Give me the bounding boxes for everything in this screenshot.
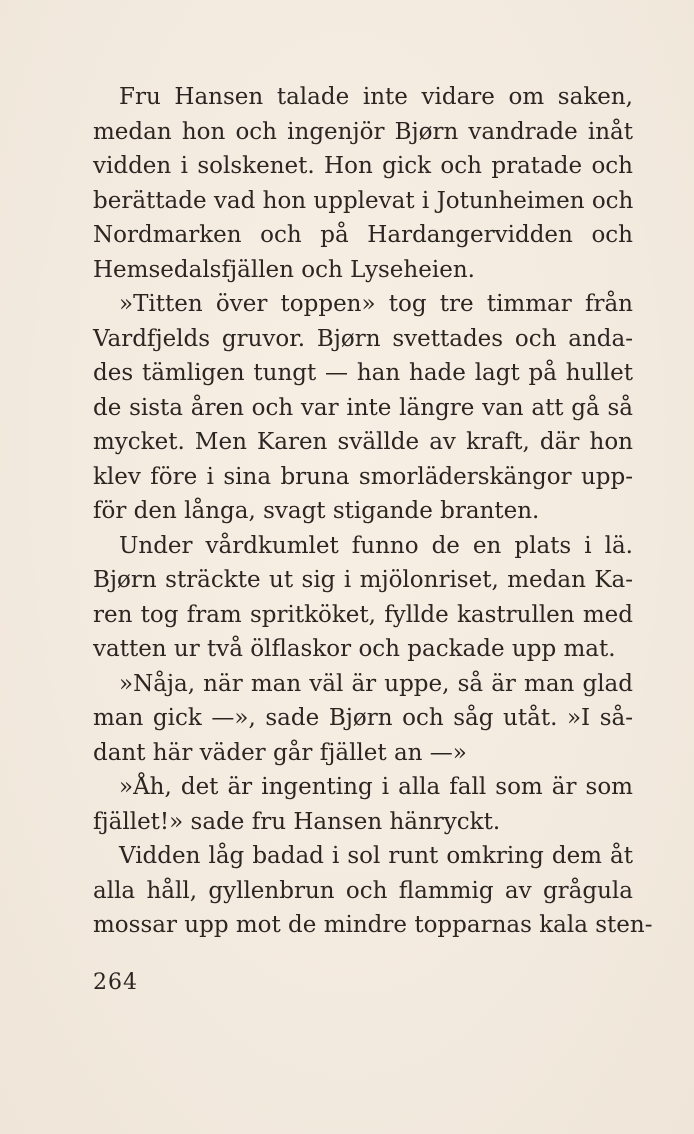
text-line: fjället!» sade fru Hansen hänryckt. [93, 808, 501, 835]
text-line: mossar upp mot de mindre topparnas kala sten- [93, 912, 653, 938]
paragraph [93, 80, 633, 287]
text-line: Vardfjelds gruvor. Bjørn svettades och anda- [93, 325, 633, 352]
text-line: mycket. Men Karen svällde av kraft, där hon [93, 429, 633, 455]
text-line: medan hon och ingenjör Bjørn vandrade inåt [93, 118, 633, 145]
text-line: Fru Hansen talade inte vidare om saken, [119, 84, 633, 110]
body-text [93, 80, 653, 943]
text-line: vidden i solskenet. Hon gick och pratade och [93, 153, 633, 179]
paragraph [93, 839, 653, 943]
text-line: Hemsedalsfjällen och Lyseheien. [93, 256, 475, 283]
text-line: Vidden låg badad i sol runt omkring dem åt [119, 843, 633, 869]
text-line: »Åh, det är ingenting i alla fall som är som [119, 774, 633, 800]
text-line: Nordmarken och på Hardangervidden och [93, 222, 633, 248]
text-line: berättade vad hon upplevat i Jotunheimen och [93, 187, 634, 214]
paragraph [93, 529, 633, 667]
text-line: Under vårdkumlet funno de en plats i lä. [119, 532, 633, 559]
page-number: 264 [93, 970, 138, 995]
text-line: Bjørn sträckte ut sig i mjölonriset, medan Ka- [93, 567, 633, 593]
text-line: man gick —», sade Bjørn och såg utåt. »I så- [93, 705, 633, 731]
text-line: dant här väder går fjället an —» [93, 739, 467, 766]
paragraph [93, 770, 633, 839]
text-line: vatten ur två ölflaskor och packade upp mat. [93, 636, 616, 662]
text-line: de sista åren och var inte längre van att gå så [93, 394, 633, 421]
text-line: alla håll, gyllenbrun och flammig av grågula [93, 877, 633, 904]
paragraph [93, 287, 633, 529]
text-line: klev före i sina bruna smorläderskängor upp- [93, 463, 633, 490]
text-line: des tämligen tungt — han hade lagt på hullet [93, 360, 633, 386]
text-line: ren tog fram spritköket, fyllde kastrullen med [93, 601, 633, 628]
text-line: för den långa, svagt stigande branten. [93, 498, 540, 524]
text-line: »Titten över toppen» tog tre timmar från [119, 291, 633, 317]
text-line: »Nåja, när man väl är uppe, så är man glad [119, 670, 633, 697]
paragraph [93, 667, 633, 771]
